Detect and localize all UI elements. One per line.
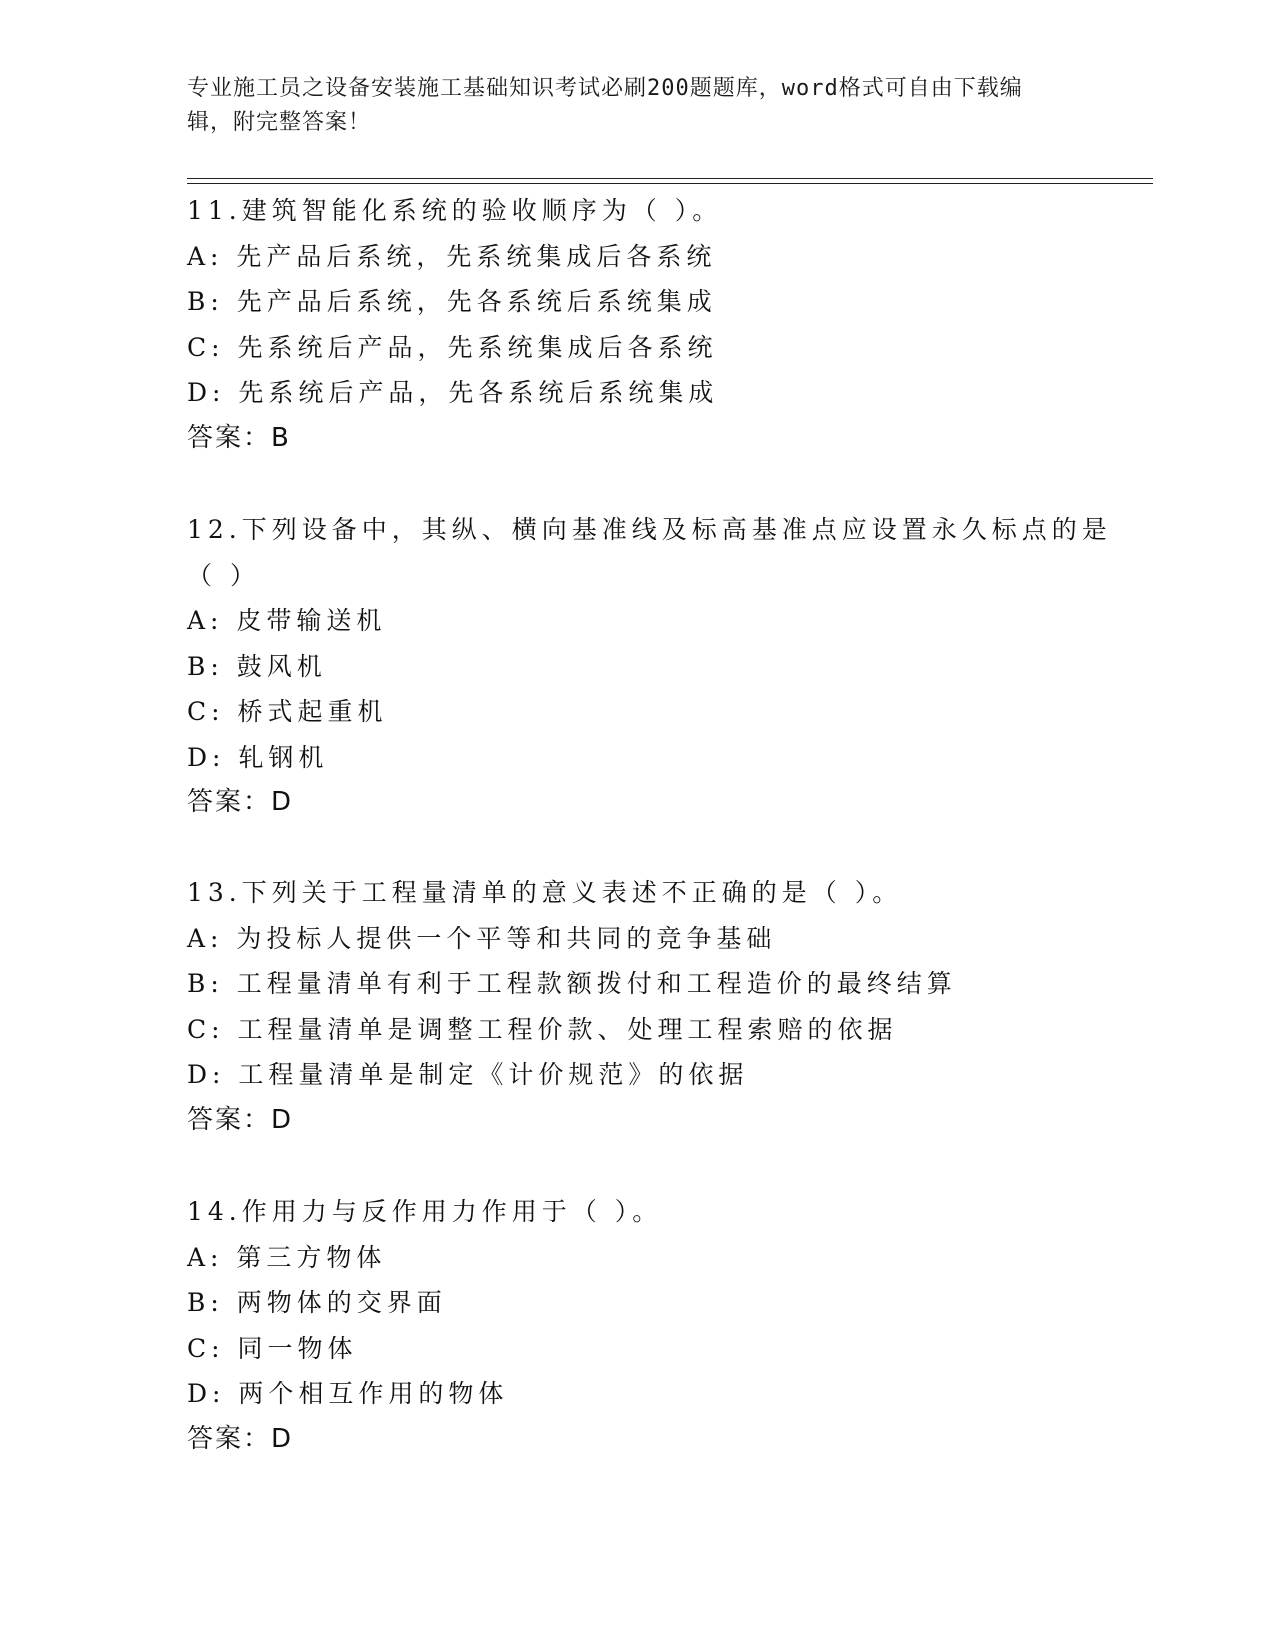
option-a: A: 皮带输送机	[187, 606, 387, 635]
option-d: D: 两个相互作用的物体	[187, 1379, 509, 1408]
option-b: B: 先产品后系统，先各系统后系统集成	[187, 287, 717, 316]
header-divider-bottom	[187, 183, 1153, 184]
question-11	[187, 188, 1147, 461]
question-stem: 13.下列关于工程量清单的意义表述不正确的是（ ）。	[187, 878, 903, 907]
option-b: B: 鼓风机	[187, 651, 327, 681]
question-14	[187, 1189, 1147, 1462]
answer-label: 答案：D	[187, 787, 294, 817]
question-stem-continued: （ ）	[187, 560, 260, 590]
option-c: C: 桥式起重机	[187, 697, 388, 726]
option-d: D: 先系统后产品，先各系统后系统集成	[187, 378, 719, 407]
answer-label: 答案：B	[187, 422, 291, 453]
option-c: C: 同一物体	[187, 1333, 358, 1363]
question-stem: 14.作用力与反作用力作用于（ ）。	[187, 1197, 663, 1226]
answer-label: 答案：D	[187, 1104, 294, 1135]
option-b: B: 工程量清单有利于工程款额拨付和工程造价的最终结算	[187, 969, 957, 998]
option-a: A: 先产品后系统，先系统集成后各系统	[187, 241, 717, 271]
question-12	[187, 507, 1147, 826]
option-a: A: 为投标人提供一个平等和共同的竞争基础	[187, 923, 777, 953]
document-header: 专业施工员之设备安装施工基础知识考试必刷200题题库，word格式可自由下载编辑，附完整答案！	[187, 76, 1023, 135]
option-a: A: 第三方物体	[187, 1242, 387, 1272]
question-13	[187, 870, 1147, 1143]
option-c: C: 工程量清单是调整工程价款、处理工程索赔的依据	[187, 1014, 898, 1044]
header-divider-top	[187, 178, 1153, 179]
answer-label: 答案：D	[187, 1423, 294, 1454]
option-c: C: 先系统后产品，先系统集成后各系统	[187, 332, 718, 362]
option-d: D: 轧钢机	[187, 742, 329, 772]
question-stem: 12.下列设备中，其纵、横向基准线及标高基准点应设置永久标点的是	[187, 515, 1112, 544]
option-b: B: 两物体的交界面	[187, 1288, 447, 1317]
option-d: D: 工程量清单是制定《计价规范》的依据	[187, 1060, 749, 1089]
question-stem: 11.建筑智能化系统的验收顺序为（ ）。	[187, 196, 723, 225]
